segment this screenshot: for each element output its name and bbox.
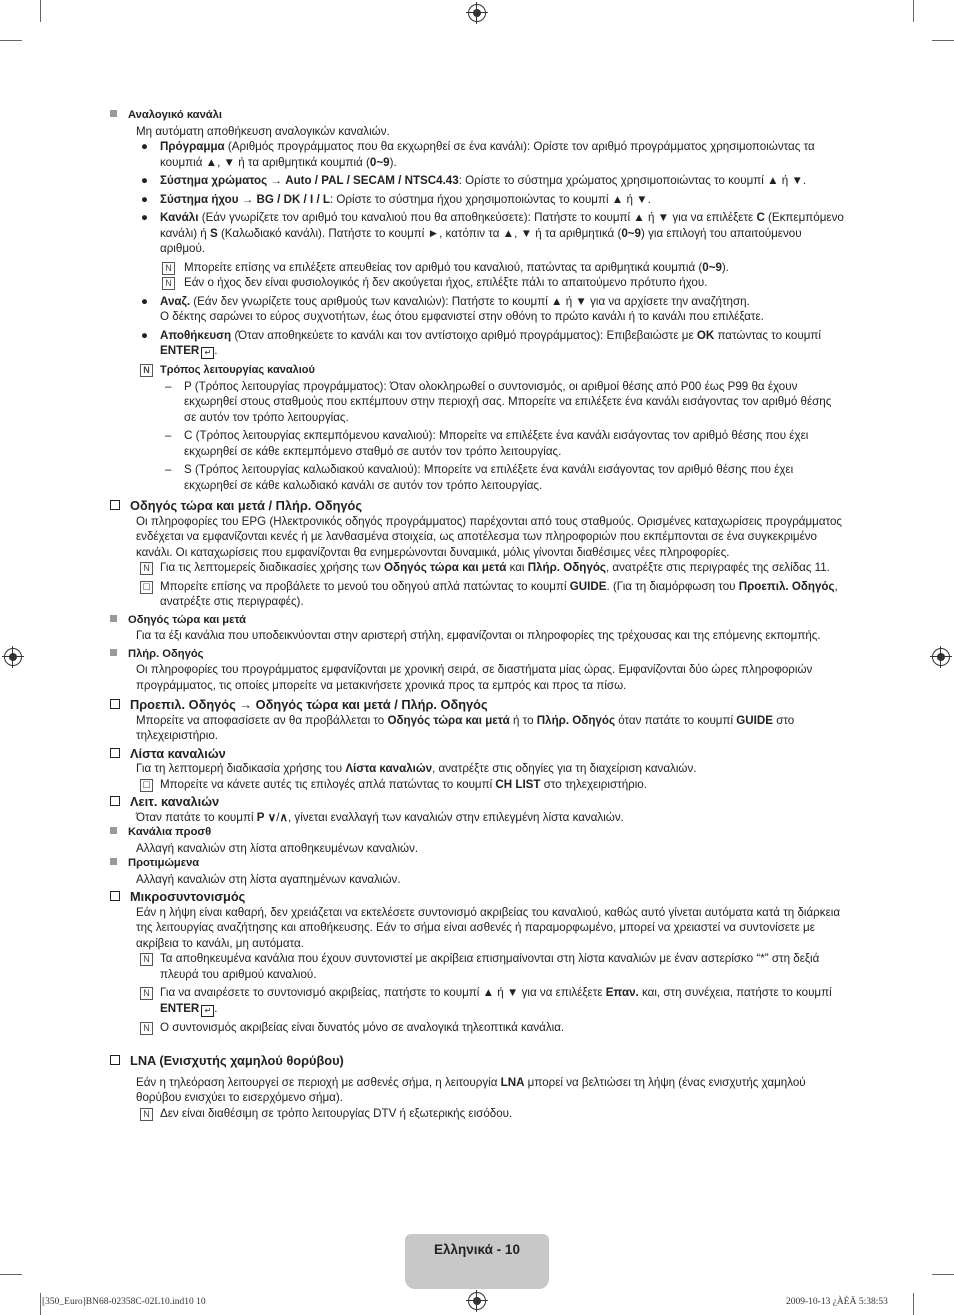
square-bullet-icon bbox=[110, 858, 117, 865]
crop-mark bbox=[932, 40, 954, 41]
crop-mark bbox=[913, 1293, 914, 1315]
registration-mark-icon bbox=[468, 4, 486, 22]
registration-mark-icon bbox=[932, 648, 950, 666]
paragraph: Οι πληροφορίες του προγράμματος εμφανίζονται με χρονική σειρά, σε διαστήματα μίας ώρας. Εμφανίζονται δύο ώρες πληροφοριών προγράμματος, τις οποίες μπορείτε να μετακινήσετε χρονικά προς τα εμπρός και προς τα πίσω. bbox=[136, 663, 813, 692]
square-bullet-icon bbox=[110, 615, 117, 622]
paragraph: Αλλαγή καναλιών στη λίστα αποθηκευμένων καναλιών. bbox=[136, 841, 419, 855]
paragraph: Για τη λεπτομερή διαδικασία χρήσης του Λίστα καναλιών, ανατρέξτε στις οδηγίες για τη διαχείριση καναλιών. bbox=[136, 762, 697, 775]
subheading: Κανάλια προσθ bbox=[110, 825, 845, 841]
section-heading: Προεπιλ. Οδηγός → Οδηγός τώρα και μετά / Πλήρ. Οδηγός bbox=[110, 697, 845, 713]
bullet-item: ● Αποθήκευση (Όταν αποθηκεύετε το κανάλι και τον αντίστοιχο αριθμό προγράμματος): Επιβεβαιώστε με OK πατώντας το κουμπί ENTER ↵ . bbox=[141, 328, 821, 357]
note-icon: N bbox=[140, 1108, 153, 1121]
paragraph: Αλλαγή καναλιών στη λίστα αγαπημένων καναλιών. bbox=[136, 872, 401, 886]
note-icon: N bbox=[140, 1022, 153, 1035]
bullet-item: ● Πρόγραμμα (Αριθμός προγράμματος που θα εκχωρηθεί σε ένα κανάλι): Ορίστε τον αριθμό προγράμματος χρησιμοποιώντας τα κουμπιά ▲, ▼ ή τα αριθμητικά κουμπιά (0~9). bbox=[141, 140, 815, 169]
bullet-item: ● Σύστημα ήχου → BG / DK / I / L: Ορίστε το σύστημα ήχου χρησιμοποιώντας το κουμπί ▲ ή ▼. bbox=[141, 192, 651, 206]
checkbox-bullet-icon bbox=[110, 891, 120, 901]
page-number: Ελληνικά - 10 bbox=[434, 1242, 520, 1257]
note-icon: N bbox=[140, 364, 153, 377]
dash-item: – P (Τρόπος λειτουργίας προγράμματος): Όταν ολοκληρωθεί ο συντονισμός, οι αριθμοί θέσης από P00 έως P99 θα έχουν εκχωρηθεί στους σταθμούς που εκπέμπουν στην περιοχή σας. Μπορείτε να επιλέξετε ένα κανάλι εισάγοντας τον αριθμό θέσης σε αυτόν τον τρόπο λειτουργίας. bbox=[165, 379, 832, 424]
note: ☐ Μπορείτε επίσης να προβάλετε το μενού του οδηγού απλά πατώντας το κουμπί GUIDE. (Για τη διαμόρφωση του Προεπιλ. Οδηγός, ανατρέξτε στις περιγραφές). bbox=[110, 579, 845, 610]
dash-item: – S (Τρόπος λειτουργίας καλωδιακού καναλιού): Μπορείτε να επιλέξετε ένα κανάλι εισάγοντας τον αριθμό θέσης που έχει εκχωρηθεί σε κάθε καλωδιακό κανάλι σε αυτόν τον τρόπο λειτουργίας. bbox=[165, 463, 794, 492]
note: N Δεν είναι διαθέσιμη σε τρόπο λειτουργίας DTV ή εξωτερικής εισόδου. bbox=[110, 1106, 845, 1122]
note-icon: N bbox=[140, 562, 153, 575]
subheading: Οδηγός τώρα και μετά bbox=[110, 613, 845, 629]
note: N Τα αποθηκευμένα κανάλια που έχουν συντονιστεί με ακρίβεια επισημαίνονται στη λίστα καναλιών με έναν αστερίσκο “*” στη δεξιά πλευρά του αριθμού καναλιού. bbox=[110, 951, 845, 982]
note: N Εάν ο ήχος δεν είναι φυσιολογικός ή δεν ακούγεται ήχος, επιλέξτε πάλι το απαιτούμενο πρότυπο ήχου. bbox=[110, 275, 845, 291]
registration-mark-icon bbox=[4, 648, 22, 666]
square-bullet-icon bbox=[110, 827, 117, 834]
paragraph: Όταν πατάτε το κουμπί P ∨/∧, γίνεται εναλλαγή των καναλιών στην επιλεγμένη λίστα καναλιών. bbox=[136, 810, 624, 824]
section-heading: Λειτ. καναλιών bbox=[110, 794, 845, 810]
section-heading: Οδηγός τώρα και μετά / Πλήρ. Οδηγός bbox=[110, 498, 845, 514]
note-icon: N bbox=[140, 953, 153, 966]
paragraph: Εάν η τηλεόραση λειτουργεί σε περιοχή με ασθενές σήμα, η λειτουργία LNA μπορεί να βελτιώσει τη λήψη (ένας ενισχυτής χαμηλού θορύβου ενισχύει το εισερχόμενο σήμα). bbox=[136, 1075, 806, 1104]
crop-mark bbox=[913, 0, 914, 22]
square-bullet-icon bbox=[110, 649, 117, 656]
remote-icon: ☐ bbox=[140, 581, 153, 594]
checkbox-bullet-icon bbox=[110, 699, 120, 709]
chevron-up-icon: ∧ bbox=[279, 810, 288, 824]
paragraph: Μπορείτε να αποφασίσετε αν θα προβάλλεται το Οδηγός τώρα και μετά ή το Πλήρ. Οδηγός όταν πατάτε το κουμπί GUIDE στο τηλεχειριστήριο. bbox=[136, 713, 795, 742]
note: N Για τις λεπτομερείς διαδικασίες χρήσης των Οδηγός τώρα και μετά και Πλήρ. Οδηγός, ανατρέξτε στις περιγραφές της σελίδας 11. bbox=[110, 560, 845, 576]
subheading: Πλήρ. Οδηγός bbox=[110, 647, 845, 663]
note: N Ο συντονισμός ακριβείας είναι δυνατός μόνο σε αναλογικά τηλεοπτικά κανάλια. bbox=[110, 1020, 845, 1036]
page-number-tab bbox=[405, 1234, 549, 1289]
crop-mark bbox=[0, 1274, 22, 1275]
note: N Για να αναιρέσετε το συντονισμό ακριβείας, πατήστε το κουμπί ▲ ή ▼ για να επιλέξετε Επαν. και, στη συνέχεια, πατήστε το κουμπί ENTER ↵ . bbox=[110, 985, 845, 1017]
note: N Τρόπος λειτουργίας καναλιού bbox=[110, 362, 845, 379]
checkbox-bullet-icon bbox=[110, 500, 120, 510]
print-slug-right: 2009-10-13 ¿ÀÈÄ 5:38:53 bbox=[786, 1297, 888, 1307]
print-slug-left: [350_Euro]BN68-02358C-02L10.ind10 10 bbox=[42, 1297, 206, 1307]
note: ☐ Μπορείτε να κάνετε αυτές τις επιλογές απλά πατώντας το κουμπί CH LIST στο τηλεχειριστήριο. bbox=[110, 777, 845, 793]
subheading: Προτιμώμενα bbox=[110, 856, 845, 872]
section-heading: LNA (Ενισχυτής χαμηλού θορύβου) bbox=[110, 1053, 845, 1069]
paragraph: Εάν η λήψη είναι καθαρή, δεν χρειάζεται να εκτελέσετε συντονισμό ακριβείας του καναλιού, καθώς αυτό γίνεται αυτόματα κατά τη διάρκεια της λειτουργίας αναζήτησης και αποθήκευσης. Εάν το σήμα είναι ασθενές ή παραμορφωμένο, μπορεί να χρειαστεί να συντονίσετε με ακρίβεια το κανάλι, μη αυτόματα. bbox=[136, 905, 841, 950]
section-heading: Μικροσυντονισμός bbox=[110, 889, 845, 905]
paragraph: Οι πληροφορίες του EPG (Ηλεκτρονικός οδηγός προγράμματος) παρέχονται από τους σταθμούς. Ορισμένες καταχωρίσεις προγράμματος ενδέχεται να εμφανίζονται κενές ή με λανθασμένα στοιχεία, ως αποτέλεσμα των πληροφοριών που εκπέμπονται σε ένα συγκεκριμένο κανάλι. Οι καταχωρίσεις που εμφανίζονται θα ενημερώνονται δυναμικά, μόλις γίνονται διαθέσιμες νέες πληροφορίες. bbox=[136, 514, 843, 559]
dash-item: – C (Τρόπος λειτουργίας εκπεμπόμενου καναλιού): Μπορείτε να επιλέξετε ένα κανάλι εισάγοντας τον αριθμό θέσης που έχει εκχωρηθεί σε κάθε εκπεμπόμενο σταθμό σε αυτόν τον τρόπο λειτουργίας. bbox=[165, 429, 809, 458]
crop-mark bbox=[40, 1293, 41, 1315]
bullet-item: ● Αναζ. (Εάν δεν γνωρίζετε τους αριθμούς των καναλιών): Πατήστε το κουμπί ▲ ή ▼ για να αρχίσετε την αναζήτηση. Ο δέκτης σαρώνει το εύρος συχνοτήτων, έως ότου εμφανιστεί στην οθόνη το πρώτο κανάλι ή το κανάλι που επιλέξατε. bbox=[141, 294, 764, 323]
crop-mark bbox=[932, 1274, 954, 1275]
chevron-down-icon: ∨ bbox=[267, 810, 277, 824]
enter-icon: ↵ bbox=[201, 347, 214, 359]
note-icon: N bbox=[162, 277, 175, 290]
checkbox-bullet-icon bbox=[110, 748, 120, 758]
bullet-item: ● Σύστημα χρώματος → Auto / PAL / SECAM / NTSC4.43: Ορίστε το σύστημα χρώματος χρησιμοποιώντας το κουμπί ▲ ή ▼. bbox=[141, 174, 807, 187]
page-content bbox=[110, 108, 845, 1121]
section-heading: Λίστα καναλιών bbox=[110, 746, 845, 762]
bullet-item: ● Κανάλι (Εάν γνωρίζετε τον αριθμό του καναλιού που θα αποθηκεύσετε): Πατήστε το κουμπί ▲ ή ▼ για να επιλέξετε C (Εκπεμπόμενο κανάλι) ή S (Καλωδιακό κανάλι). Πατήστε το κουμπί ►, κατόπιν τα ▲, ▼ ή τα αριθμητικά (0~9) για επιλογή του απαιτούμενου αριθμού. bbox=[141, 211, 844, 255]
subheading: Αναλογικό κανάλι bbox=[110, 108, 845, 124]
crop-mark bbox=[0, 40, 22, 41]
enter-icon: ↵ bbox=[201, 1005, 214, 1017]
note-icon: N bbox=[140, 987, 153, 1000]
checkbox-bullet-icon bbox=[110, 1055, 120, 1065]
remote-icon: ☐ bbox=[140, 779, 153, 792]
square-bullet-icon bbox=[110, 110, 117, 117]
checkbox-bullet-icon bbox=[110, 796, 120, 806]
note: N Μπορείτε επίσης να επιλέξετε απευθείας τον αριθμό του καναλιού, πατώντας τα αριθμητικά κουμπιά (0~9). bbox=[110, 260, 845, 276]
paragraph: Μη αυτόματη αποθήκευση αναλογικών καναλιών. bbox=[136, 124, 390, 138]
paragraph: Για τα έξι κανάλια που υποδεικνύονται στην αριστερή στήλη, εμφανίζονται οι πληροφορίες της τρέχουσας και της επόμενης εκπομπής. bbox=[136, 629, 821, 642]
note-icon: N bbox=[162, 262, 175, 275]
registration-mark-icon bbox=[468, 1292, 486, 1310]
crop-mark bbox=[40, 0, 41, 22]
